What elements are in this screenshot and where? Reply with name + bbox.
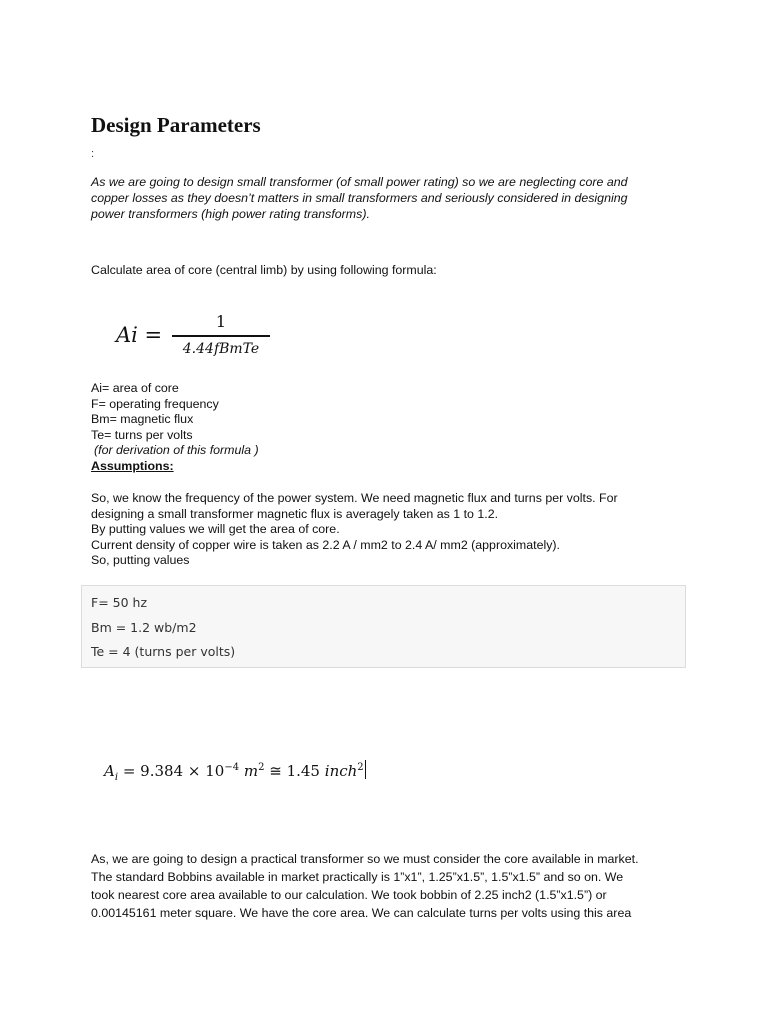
fraction-bar: [172, 335, 270, 337]
result-unit-inch: inch: [324, 762, 358, 780]
result-unit: m: [243, 762, 259, 780]
values-code-box: [81, 585, 686, 668]
result-unit-power: 2: [258, 762, 265, 773]
title-colon: :: [91, 148, 95, 160]
result-approx: ≅ 1.45: [269, 762, 320, 780]
closing-line: As, we are going to design a practical transformer so we must consider the core available in market.: [91, 852, 639, 866]
intro-line: As we are going to design small transformer (of small power rating) so we are neglecting core and: [91, 175, 628, 189]
intro-paragraph: [91, 174, 681, 222]
intro-line: copper losses as they doesn’t matters in small transformers and seriously considered in designing: [91, 191, 628, 205]
result-exponent: −4: [224, 762, 240, 773]
formula-lhs: Ai =: [116, 323, 163, 347]
closing-line: 0.00145161 meter square. We have the core area. We can calculate turns per volts using this area: [91, 906, 632, 920]
result-symbol: A: [104, 762, 115, 780]
assumptions-paragraph: [91, 491, 691, 569]
formula-numerator: 1: [215, 312, 227, 331]
definition-item: Bm= magnetic flux: [91, 412, 194, 426]
closing-paragraph: [91, 850, 691, 922]
assumptions-heading: Assumptions:: [91, 458, 174, 473]
intro-line: power transformers (high power rating transforms).: [91, 207, 370, 221]
result-value: = 9.384 × 10: [122, 762, 225, 780]
value-frequency: F= 50 hz: [91, 595, 147, 610]
paragraph-line: So, putting values: [91, 553, 190, 567]
definition-item: Te= turns per volts: [91, 427, 193, 442]
result-subscript: i: [114, 772, 119, 783]
value-turns: Te = 4 (turns per volts): [91, 644, 236, 659]
paragraph-line: So, we know the frequency of the power system. We need magnetic flux and turns per volts. For: [91, 491, 618, 505]
derivation-note: (for derivation of this formula ): [94, 443, 259, 457]
definitions-list: [91, 381, 259, 474]
paragraph-line: Current density of copper wire is taken as 2.2 A / mm2 to 2.4 A/ mm2 (approximately).: [91, 537, 560, 552]
result-inch-power: 2: [357, 762, 364, 773]
formula-fraction: [172, 312, 270, 358]
closing-line: The standard Bobbins available in market practically is 1”x1”, 1.25”x1.5”, 1.5”x1.5” and so on. We: [91, 870, 624, 884]
value-flux: Bm = 1.2 wb/m2: [91, 620, 197, 635]
paragraph-line: By putting values we will get the area of core.: [91, 522, 340, 536]
core-area-result: [104, 760, 366, 783]
definition-item: F= operating frequency: [91, 396, 219, 411]
definition-item: Ai= area of core: [91, 381, 179, 395]
text-cursor: [365, 760, 367, 779]
paragraph-line: designing a small transformer magnetic flux is averagely taken as 1 to 1.2.: [91, 506, 499, 521]
page-title: Design Parameters: [91, 113, 261, 137]
formula-denominator: 4.44fBmTe: [182, 341, 260, 357]
closing-line: took nearest core area available to our calculation. We took bobbin of 2.25 inch2 (1.5”x1.5”) or: [91, 888, 607, 902]
calc-instruction: Calculate area of core (central limb) by using following formula:: [91, 263, 437, 277]
